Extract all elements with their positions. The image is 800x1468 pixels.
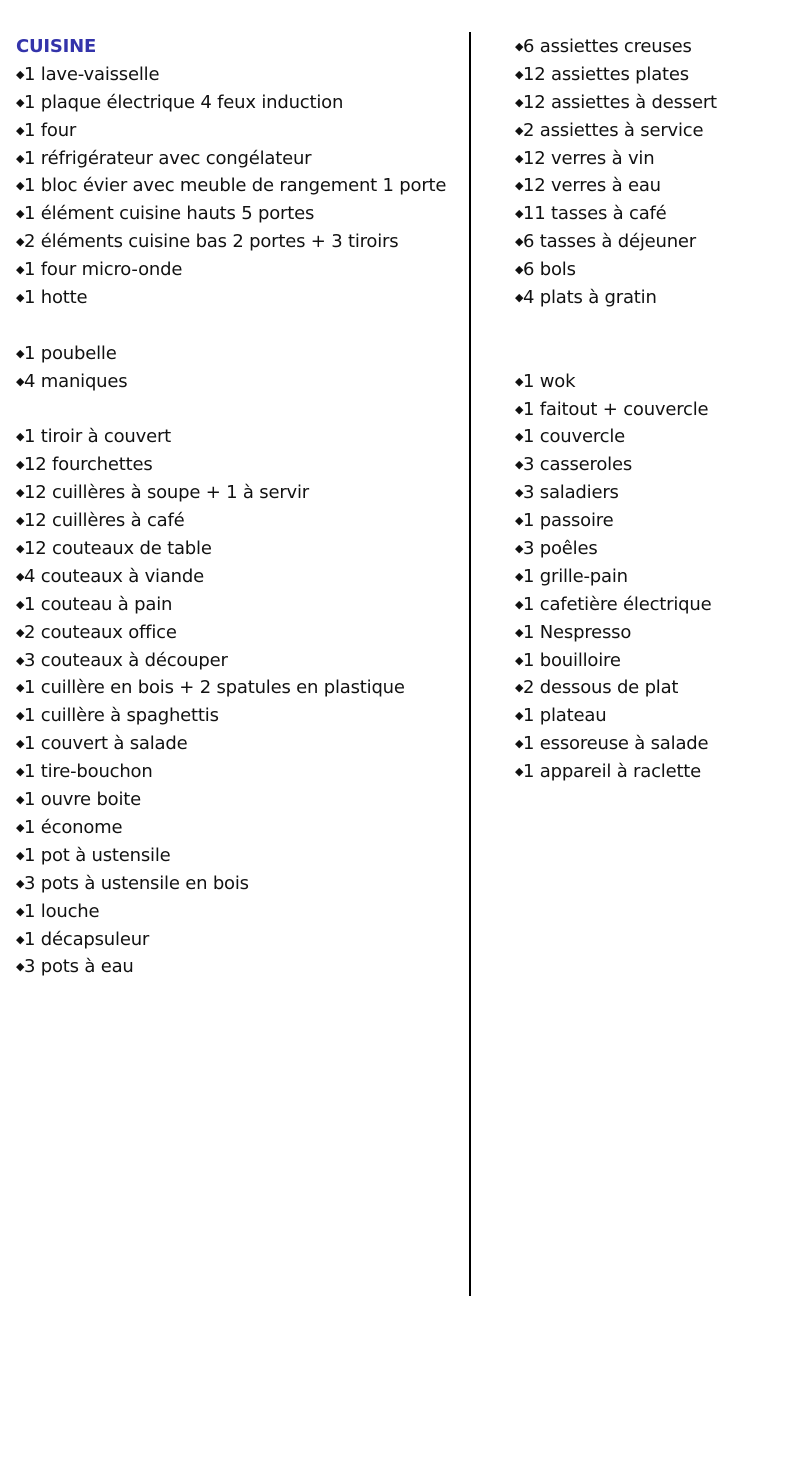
list-item xyxy=(16,423,466,451)
list-item xyxy=(515,33,795,61)
list-item xyxy=(515,61,795,89)
diamond-bullet-icon: ◆ xyxy=(16,597,25,611)
list-item-text: 1 appareil à raclette xyxy=(523,761,702,783)
list-item xyxy=(16,256,466,284)
diamond-bullet-icon: ◆ xyxy=(16,765,25,779)
list-item xyxy=(16,702,466,730)
list-item xyxy=(515,423,795,451)
list-item xyxy=(515,758,795,786)
diamond-bullet-icon: ◆ xyxy=(515,402,524,416)
list-item-text: 1 plateau xyxy=(523,705,607,727)
list-item-text: 1 four micro-onde xyxy=(24,259,183,281)
list-item-text: 2 assiettes à service xyxy=(523,119,704,141)
diamond-bullet-icon: ◆ xyxy=(16,932,25,946)
list-item-text: 1 ouvre boite xyxy=(24,789,142,811)
list-item-text: 3 pots à ustensile en bois xyxy=(24,872,249,894)
diamond-bullet-icon: ◆ xyxy=(16,486,25,500)
list-item-text: 1 hotte xyxy=(24,287,88,309)
list-item xyxy=(16,591,466,619)
diamond-bullet-icon: ◆ xyxy=(515,151,524,165)
list-item-text: 3 couteaux à découper xyxy=(24,649,228,671)
diamond-bullet-icon: ◆ xyxy=(16,904,25,918)
list-item xyxy=(16,145,466,173)
list-item xyxy=(16,674,466,702)
diamond-bullet-icon: ◆ xyxy=(16,95,25,109)
list-item xyxy=(515,200,795,228)
diamond-bullet-icon: ◆ xyxy=(16,793,25,807)
list-item xyxy=(515,451,795,479)
diamond-bullet-icon: ◆ xyxy=(515,486,524,500)
list-item-text: 1 élément cuisine hauts 5 portes xyxy=(24,203,315,225)
list-item xyxy=(16,898,466,926)
diamond-bullet-icon: ◆ xyxy=(16,848,25,862)
list-item-text: 1 décapsuleur xyxy=(24,928,150,950)
list-item-text: 12 cuillères à café xyxy=(24,510,185,532)
list-item-text: 12 cuillères à soupe + 1 à servir xyxy=(24,482,309,504)
diamond-bullet-icon: ◆ xyxy=(16,151,25,165)
list-item xyxy=(16,368,466,396)
list-item-text: 1 faitout + couvercle xyxy=(523,398,709,420)
list-item-text: 3 casseroles xyxy=(523,454,633,476)
diamond-bullet-icon: ◆ xyxy=(515,291,524,305)
diamond-bullet-icon: ◆ xyxy=(16,569,25,583)
blank-spacer xyxy=(515,312,795,340)
diamond-bullet-icon: ◆ xyxy=(515,597,524,611)
diamond-bullet-icon: ◆ xyxy=(16,430,25,444)
list-item xyxy=(515,507,795,535)
diamond-bullet-icon: ◆ xyxy=(515,123,524,137)
list-item-text: 1 wok xyxy=(523,370,576,392)
list-item-text: 1 cafetière électrique xyxy=(523,593,712,615)
list-item xyxy=(16,647,466,675)
list-item-text: 6 assiettes creuses xyxy=(523,36,692,57)
list-item-text: 1 cuillère en bois + 2 spatules en plastique xyxy=(24,677,405,699)
diamond-bullet-icon: ◆ xyxy=(16,653,25,667)
list-item xyxy=(16,89,466,117)
list-item xyxy=(16,535,466,563)
list-item-text: 2 couteaux office xyxy=(24,621,177,643)
list-item xyxy=(515,172,795,200)
diamond-bullet-icon: ◆ xyxy=(16,123,25,137)
list-item xyxy=(16,842,466,870)
left-item-list xyxy=(16,61,466,981)
list-item xyxy=(16,451,466,479)
list-item xyxy=(515,702,795,730)
list-item xyxy=(16,870,466,898)
list-item-text: 12 fourchettes xyxy=(24,454,153,476)
list-item-text: 4 couteaux à viande xyxy=(24,565,204,587)
left-column xyxy=(16,33,466,981)
diamond-bullet-icon: ◆ xyxy=(16,374,25,388)
list-item-text: 12 verres à vin xyxy=(523,147,655,169)
diamond-bullet-icon: ◆ xyxy=(515,681,524,695)
list-item-text: 12 couteaux de table xyxy=(24,538,212,560)
list-item-text: 6 bols xyxy=(523,259,576,281)
diamond-bullet-icon: ◆ xyxy=(16,235,25,249)
list-item xyxy=(16,619,466,647)
list-item xyxy=(16,284,466,312)
list-item xyxy=(515,535,795,563)
list-item xyxy=(16,786,466,814)
list-item xyxy=(515,145,795,173)
list-item-text: 2 éléments cuisine bas 2 portes + 3 tiroirs xyxy=(24,231,399,253)
diamond-bullet-icon: ◆ xyxy=(515,737,524,751)
list-item-text: 1 réfrigérateur avec congélateur xyxy=(24,147,312,169)
list-item-text: 1 plaque électrique 4 feux induction xyxy=(24,91,344,113)
diamond-bullet-icon: ◆ xyxy=(515,765,524,779)
diamond-bullet-icon: ◆ xyxy=(16,514,25,528)
diamond-bullet-icon: ◆ xyxy=(16,458,25,472)
list-item-text: 1 couvert à salade xyxy=(24,733,188,755)
diamond-bullet-icon: ◆ xyxy=(16,625,25,639)
list-item-text: 4 plats à gratin xyxy=(523,287,657,309)
diamond-bullet-icon: ◆ xyxy=(515,179,524,193)
diamond-bullet-icon: ◆ xyxy=(515,40,524,53)
list-item-text: 1 économe xyxy=(24,816,123,838)
list-item xyxy=(16,507,466,535)
list-item xyxy=(16,200,466,228)
list-item xyxy=(16,172,466,200)
diamond-bullet-icon: ◆ xyxy=(16,263,25,277)
list-item-text: 3 poêles xyxy=(523,538,598,560)
blank-spacer xyxy=(16,396,466,424)
diamond-bullet-icon: ◆ xyxy=(16,737,25,751)
list-item-text: 4 maniques xyxy=(24,370,128,392)
diamond-bullet-icon: ◆ xyxy=(16,542,25,556)
list-item xyxy=(515,563,795,591)
list-item-text: 1 bloc évier avec meuble de rangement 1 porte xyxy=(24,175,447,197)
diamond-bullet-icon: ◆ xyxy=(515,207,524,221)
diamond-bullet-icon: ◆ xyxy=(16,820,25,834)
diamond-bullet-icon: ◆ xyxy=(515,709,524,723)
right-column xyxy=(515,33,795,786)
diamond-bullet-icon: ◆ xyxy=(515,514,524,528)
list-item xyxy=(515,228,795,256)
list-item xyxy=(515,591,795,619)
diamond-bullet-icon: ◆ xyxy=(16,346,25,360)
list-item xyxy=(16,953,466,981)
list-item xyxy=(515,619,795,647)
diamond-bullet-icon: ◆ xyxy=(515,235,524,249)
diamond-bullet-icon: ◆ xyxy=(515,374,524,388)
diamond-bullet-icon: ◆ xyxy=(16,681,25,695)
list-item xyxy=(16,563,466,591)
list-item-text: 1 tire-bouchon xyxy=(24,761,153,783)
diamond-bullet-icon: ◆ xyxy=(515,653,524,667)
list-item xyxy=(515,396,795,424)
diamond-bullet-icon: ◆ xyxy=(515,67,524,81)
list-item-text: 1 passoire xyxy=(523,510,614,532)
list-item-text: 11 tasses à café xyxy=(523,203,667,225)
list-item-text: 1 louche xyxy=(24,900,100,922)
list-item xyxy=(16,758,466,786)
list-item xyxy=(16,61,466,89)
list-item xyxy=(515,674,795,702)
diamond-bullet-icon: ◆ xyxy=(16,960,25,974)
list-item xyxy=(16,730,466,758)
diamond-bullet-icon: ◆ xyxy=(515,263,524,277)
list-item xyxy=(515,479,795,507)
list-item xyxy=(16,117,466,145)
list-item xyxy=(515,368,795,396)
list-item-text: 1 essoreuse à salade xyxy=(523,733,709,755)
right-item-list xyxy=(515,33,795,786)
list-item-text: 12 assiettes à dessert xyxy=(523,91,717,113)
diamond-bullet-icon: ◆ xyxy=(515,542,524,556)
diamond-bullet-icon: ◆ xyxy=(515,430,524,444)
list-item xyxy=(515,89,795,117)
list-item xyxy=(16,340,466,368)
blank-spacer xyxy=(515,340,795,368)
list-item xyxy=(515,730,795,758)
diamond-bullet-icon: ◆ xyxy=(16,207,25,221)
diamond-bullet-icon: ◆ xyxy=(515,569,524,583)
list-item-text: 1 lave-vaisselle xyxy=(24,63,160,85)
diamond-bullet-icon: ◆ xyxy=(16,67,25,81)
list-item-text: 6 tasses à déjeuner xyxy=(523,231,697,253)
list-item-text: 1 pot à ustensile xyxy=(24,844,171,866)
diamond-bullet-icon: ◆ xyxy=(515,458,524,472)
list-item-text: 1 poubelle xyxy=(24,342,117,364)
list-item xyxy=(16,926,466,954)
list-item-text: 12 verres à eau xyxy=(523,175,661,197)
list-item xyxy=(515,117,795,145)
list-item-text: 1 couvercle xyxy=(523,426,625,448)
column-divider xyxy=(469,32,471,1296)
section-heading: CUISINE xyxy=(16,36,97,57)
list-item-text: 1 Nespresso xyxy=(523,621,632,643)
list-item xyxy=(16,814,466,842)
list-item-text: 1 bouilloire xyxy=(523,649,621,671)
diamond-bullet-icon: ◆ xyxy=(16,291,25,305)
diamond-bullet-icon: ◆ xyxy=(515,95,524,109)
list-item-text: 1 cuillère à spaghettis xyxy=(24,705,219,727)
list-item-text: 2 dessous de plat xyxy=(523,677,679,699)
list-item-text: 3 saladiers xyxy=(523,482,619,504)
list-item-text: 1 tiroir à couvert xyxy=(24,426,172,448)
list-item xyxy=(515,647,795,675)
list-item-text: 3 pots à eau xyxy=(24,956,134,978)
list-item xyxy=(16,479,466,507)
list-item xyxy=(16,228,466,256)
list-item-text: 1 four xyxy=(24,119,77,141)
diamond-bullet-icon: ◆ xyxy=(16,179,25,193)
diamond-bullet-icon: ◆ xyxy=(515,625,524,639)
list-item xyxy=(515,284,795,312)
list-item-text: 1 grille-pain xyxy=(523,565,628,587)
blank-spacer xyxy=(16,312,466,340)
diamond-bullet-icon: ◆ xyxy=(16,709,25,723)
list-item-text: 1 couteau à pain xyxy=(24,593,173,615)
list-item-text: 12 assiettes plates xyxy=(523,63,689,85)
diamond-bullet-icon: ◆ xyxy=(16,876,25,890)
list-item xyxy=(515,256,795,284)
